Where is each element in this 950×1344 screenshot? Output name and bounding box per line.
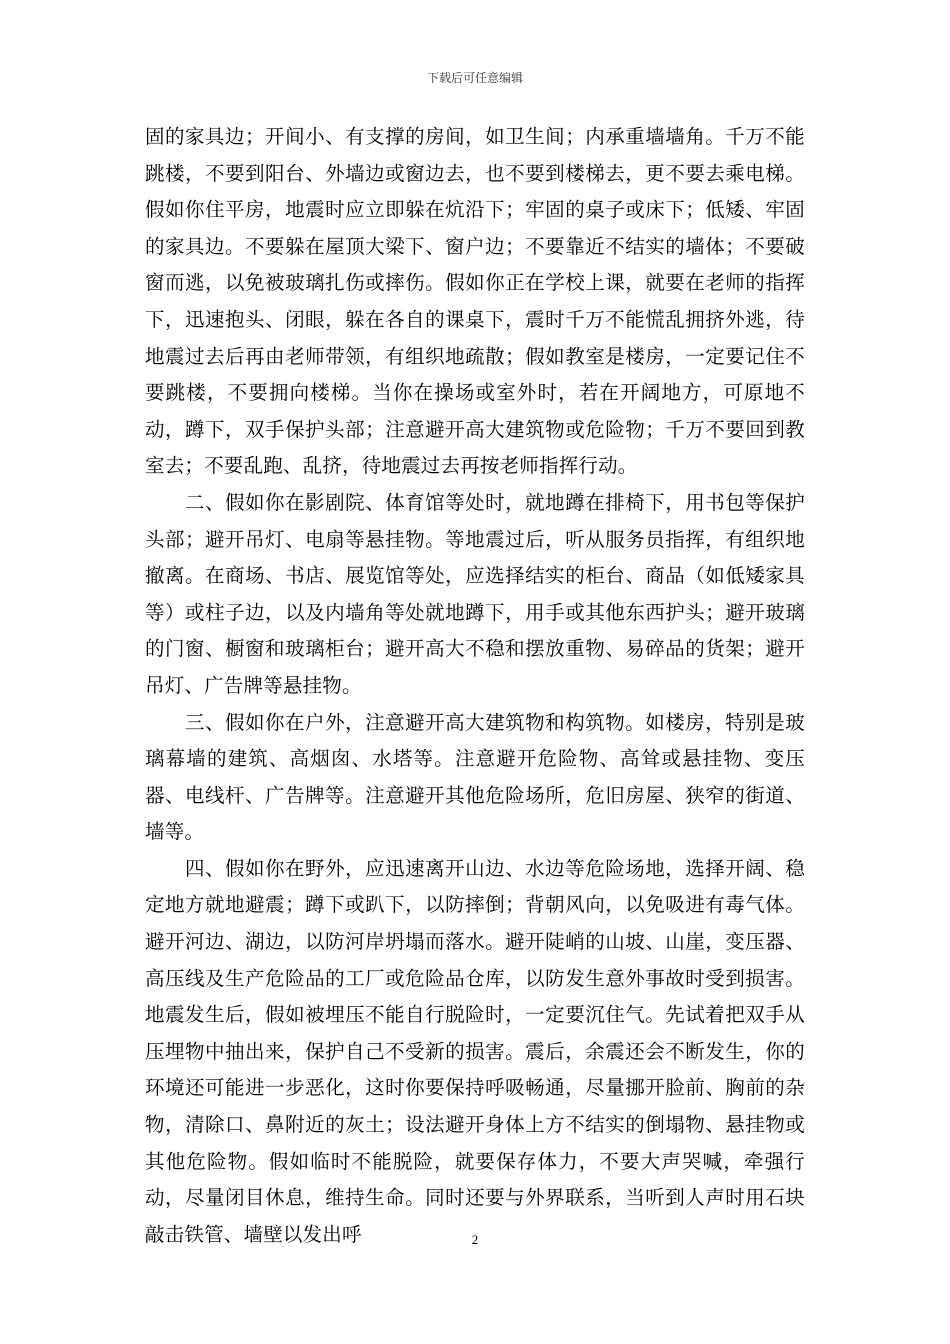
paragraph-3: 三、假如你在户外，注意避开高大建筑物和构筑物。如楼房，特别是玻璃幕墙的建筑、高烟囱、水塔等。注意避开危险物、高耸或悬挂物、变压器、电线杆、广告牌等。注意避开其他危险场所，危旧房屋、狭窄的街道、墙等。 <box>145 710 805 844</box>
page-number: 2 <box>471 1232 479 1247</box>
document-body <box>145 119 805 1253</box>
paragraph-4: 四、假如你在野外，应迅速离开山边、水边等危险场地，选择开阔、稳定地方就地避震；蹲下或趴下，以防摔倒；背朝风向，以免吸进有毒气体。避开河边、湖边，以防河岸坍塌而落水。避开陡峭的山坡、山崖，变压器、高压线及生产危险品的工厂或危险品仓库，以防发生意外事故时受到损害。地震发生后，假如被埋压不能自行脱险时，一定要沉住气。先试着把双手从压埋物中抽出来，保护自己不受新的损害。震后，余震还会不断发生，你的环境还可能进一步恶化，这时你要保持呼吸畅通，尽量挪开脸前、胸前的杂物，清除口、鼻附近的灰土；设法避开身体上方不结实的倒塌物、悬挂物或其他危险物。假如临时不能脱险，就要保存体力，不要大声哭喊，牵强行动，尽量闭目休息，维持生命。同时还要与外界联系，当听到人声时用石块敲击铁管、墙壁以发出呼 <box>145 856 805 1246</box>
paragraph-2: 二、假如你在影剧院、体育馆等处时，就地蹲在排椅下，用书包等保护头部；避开吊灯、电扇等悬挂物。等地震过后，听从服务员指挥，有组织地撤离。在商场、书店、展览馆等处，应选择结实的柜台、商品（如低矮家具等）或柱子边，以及内墙角等处就地蹲下，用手或其他东西护头；避开玻璃的门窗、橱窗和玻璃柜台；避开高大不稳和摆放重物、易碎品的货架；避开吊灯、广告牌等悬挂物。 <box>145 490 805 697</box>
paragraph-1: 固的家具边；开间小、有支撑的房间，如卫生间；内承重墙墙角。千万不能跳楼，不要到阳台、外墙边或窗边去，也不要到楼梯去，更不要去乘电梯。假如你住平房，地震时应立即躲在炕沿下；牢固的桌子或床下；低矮、牢固的家具边。不要躲在屋顶大梁下、窗户边；不要靠近不结实的墙体；不要破窗而逃，以免被玻璃扎伤或摔伤。假如你正在学校上课，就要在老师的指挥下，迅速抱头、闭眼，躲在各自的课桌下，震时千万不能慌乱拥挤外逃，待地震过去后再由老师带领，有组织地疏散；假如教室是楼房，一定要记住不要跳楼，不要拥向楼梯。当你在操场或室外时，若在开阔地方，可原地不动，蹲下，双手保护头部；注意避开高大建筑物或危险物；千万不要回到教室去；不要乱跑、乱挤，待地震过去再按老师指挥行动。 <box>145 125 805 478</box>
page-header: 下载后可任意编辑 <box>426 71 523 85</box>
